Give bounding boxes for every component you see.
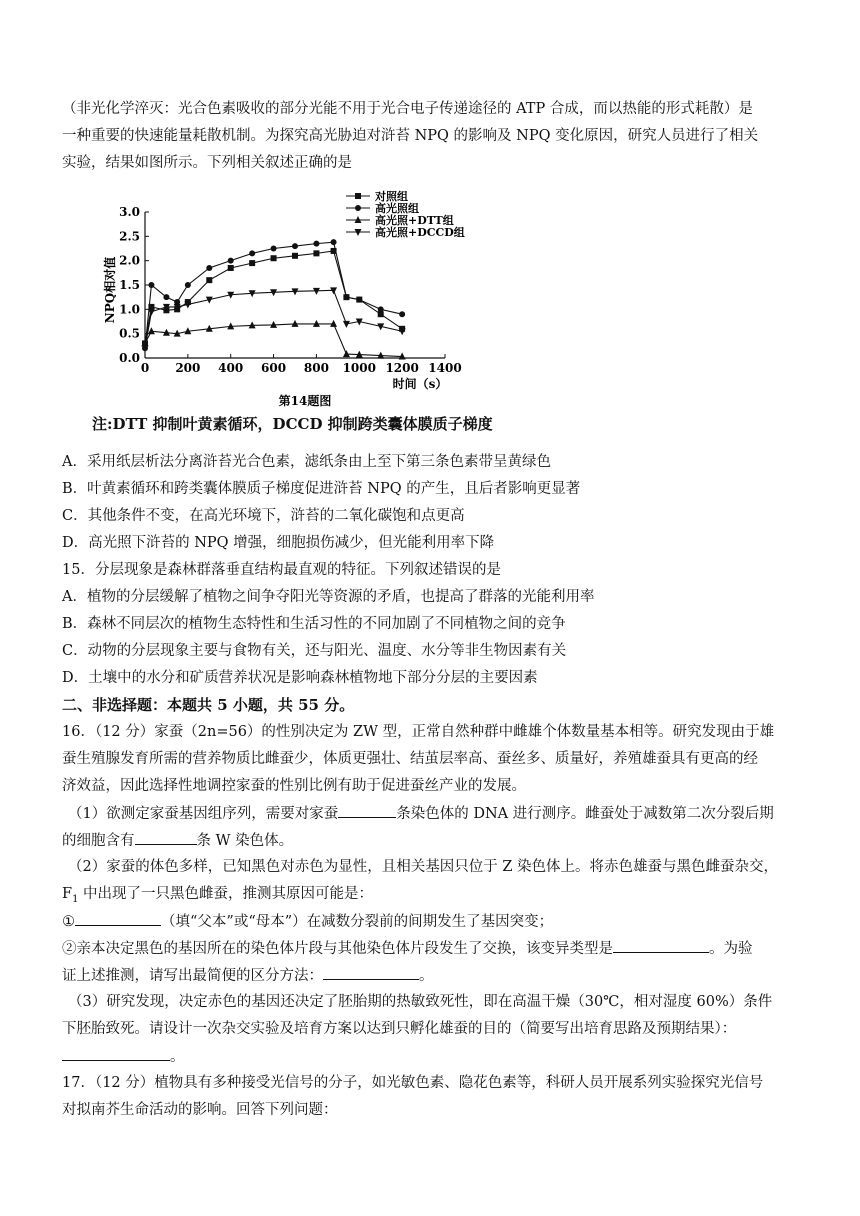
q16-part2-line-2	[62, 884, 802, 910]
q16-part1-line-1	[68, 803, 808, 824]
data-point	[292, 253, 298, 259]
y-tick-label: 0.5	[119, 326, 140, 341]
data-point	[343, 321, 350, 328]
f1-subscript: 1	[72, 893, 79, 905]
npq-line-chart	[90, 180, 510, 420]
y-tick-label: 0.0	[119, 351, 140, 365]
q16-stem-line-2: 蚕生殖腺发育所需的营养物质比雌蚕少，体质更强壮、结茧层率高、蚕丝多、质量好，养殖雄蚕具有更高的经	[62, 751, 758, 767]
section-heading: 二、非选择题：本题共 5 小题，共 55 分。	[62, 696, 355, 714]
data-point	[399, 311, 405, 317]
data-point	[206, 265, 212, 271]
answer-blank[interactable]	[75, 911, 161, 926]
f1-symbol: F	[62, 886, 73, 902]
data-point	[163, 294, 169, 300]
answer-blank[interactable]	[323, 965, 419, 980]
q16-part2-cause-1	[62, 911, 802, 932]
q16-part3-line-2: 下胚胎致死。请设计一次杂交实验及培育方案以达到只孵化雄蚕的目的（简要写出培育思路及预期结果）：	[62, 1021, 737, 1037]
x-tick-label: 600	[261, 361, 287, 375]
q16-part2-line-1: （2）家蚕的体色多样，已知黑色对赤色为显性，且相关基因只位于 Z 染色体上。将赤色雄蚕与黑色雌蚕杂交，	[68, 859, 779, 875]
verify-tail: 。	[419, 968, 434, 984]
y-tick-label: 3.0	[119, 205, 140, 219]
data-point	[249, 260, 255, 266]
data-point	[343, 294, 349, 300]
series-line	[145, 251, 402, 343]
intro-line-3: 实验，结果如图所示。下列相关叙述正确的是	[62, 155, 352, 171]
q16-part2-text: 中出现了一只黑色雌蚕，推测其原因可能是：	[78, 886, 374, 902]
series-line	[145, 324, 402, 357]
q16-part3-line-3	[62, 1046, 802, 1067]
q16-part1-text-d: 条 W 染色体。	[196, 833, 294, 849]
cause-2-tail: 。为验	[709, 941, 753, 957]
q16-part1-line-2	[62, 830, 802, 851]
y-tick-label: 1.5	[119, 278, 140, 292]
x-tick-label: 800	[303, 361, 329, 375]
q16-stem-line-1: 16．（12 分）家蚕（2n=56）的性别决定为 ZW 型，正常自然种群中雌雄个体数量基本相等。研究发现由于雄	[62, 724, 775, 740]
data-point	[206, 277, 212, 283]
intro-line-1: （非光化学淬灭：光合色素吸收的部分光能不用于光合电子传递途径的 ATP 合成，而以热能的形式耗散）是	[62, 101, 753, 117]
x-tick-label: 1000	[342, 361, 376, 375]
legend-label: 高光照+DTT组	[375, 214, 454, 227]
y-tick-label: 2.0	[119, 253, 140, 268]
legend-marker	[355, 193, 361, 199]
data-point	[271, 246, 277, 252]
data-point	[228, 258, 234, 264]
x-tick-label: 1400	[428, 361, 462, 375]
y-tick-label: 2.5	[119, 229, 140, 244]
chart-caption: 第14题图	[278, 394, 332, 408]
x-axis-label: 时间（s）	[392, 377, 448, 391]
data-point	[249, 250, 255, 256]
data-point	[185, 282, 191, 288]
legend-label: 对照组	[375, 190, 408, 203]
data-point	[343, 350, 350, 357]
data-point	[292, 243, 298, 249]
intro-line-2: 一种重要的快速能量耗散机制。为探究高光胁迫对浒苔 NPQ 的影响及 NPQ 变化原因，研究人员进行了相关	[62, 128, 759, 144]
data-point	[313, 250, 319, 256]
data-point	[271, 255, 277, 261]
q16-part2-cause-2	[62, 938, 802, 959]
cause-2-text: ②亲本决定黑色的基因所在的染色体片段与其他染色体片段发生了交换，该变异类型是	[62, 941, 613, 957]
x-tick-label: 200	[175, 361, 201, 375]
chart-note: 注:DTT 抑制叶黄素循环，DCCD 抑制跨类囊体膜质子梯度	[92, 415, 493, 433]
y-tick-label: 1.0	[119, 302, 140, 317]
q16-part1-text-c: 的细胞含有	[62, 833, 135, 849]
cause-1-text: （填“父本”或“母本”）在减数分裂前的间期发生了基因突变；	[161, 914, 554, 930]
q17-stem-line-1: 17．（12 分）植物具有多种接受光信号的分子，如光敏色素、隐花色素等，科研人员开展系列实验探究光信号	[62, 1075, 764, 1091]
x-tick-label: 400	[218, 361, 244, 375]
q14-option-d: D．高光照下浒苔的 NPQ 增强，细胞损伤减少，但光能利用率下降	[62, 535, 495, 551]
q16-part2-verify	[62, 965, 802, 986]
data-point	[378, 306, 384, 312]
answer-blank[interactable]	[62, 1046, 170, 1061]
x-tick-label: 0	[140, 361, 150, 375]
data-point	[331, 239, 337, 245]
q14-option-c: C．其他条件不变，在高光环境下，浒苔的二氧化碳饱和点更高	[62, 508, 465, 524]
part3-tail: 。	[170, 1049, 185, 1065]
q16-part1-text-b: 条染色体的 DNA 进行测序。雌蚕处于减数第二次分裂后期	[396, 806, 774, 822]
x-tick-label: 1200	[385, 361, 419, 375]
legend-label: 高光照+DCCD组	[375, 226, 465, 239]
q15-option-d: D．土壤中的水分和矿质营养状况是影响森林植物地下部分分层的主要因素	[62, 670, 538, 686]
answer-blank[interactable]	[135, 830, 197, 845]
q14-option-b: B．叶黄素循环和跨类囊体膜质子梯度促进浒苔 NPQ 的产生，且后者影响更显著	[62, 481, 581, 497]
q16-part1-text-a: （1）欲测定家蚕基因组序列，需要对家蚕	[68, 806, 339, 822]
q15-option-b: B．森林不同层次的植物生态特性和生活习性的不同加剧了不同植物之间的竞争	[62, 616, 566, 632]
q15-option-a: A．植物的分层缓解了植物之间争夺阳光等资源的矛盾，也提高了群落的光能利用率	[62, 589, 595, 605]
data-point	[356, 297, 362, 303]
legend-label: 高光照组	[375, 202, 419, 215]
data-point	[148, 282, 154, 288]
q16-stem-line-3: 济效益，因此选择性地调控家蚕的性别比例有助于促进蚕丝产业的发展。	[62, 778, 526, 794]
verify-text: 证上述推测，请写出最简便的区分方法：	[62, 968, 323, 984]
series-line	[145, 290, 402, 348]
answer-blank[interactable]	[338, 803, 396, 818]
q15-stem: 15．分层现象是森林群落垂直结构最直观的特征。下列叙述错误的是	[62, 562, 501, 578]
q16-part3-line-1: （3）研究发现，决定赤色的基因还决定了胚胎期的热敏致死性，即在高温干燥（30℃，相对湿度 60%）条件	[68, 994, 773, 1010]
data-point	[313, 241, 319, 247]
legend-marker	[355, 205, 361, 211]
circled-one: ①	[62, 914, 75, 930]
answer-blank[interactable]	[613, 938, 709, 953]
q15-option-c: C．动物的分层现象主要与食物有关，还与阳光、温度、水分等非生物因素有关	[62, 643, 567, 659]
q17-stem-line-2: 对拟南芥生命活动的影响。回答下列问题：	[62, 1102, 338, 1118]
y-axis-label: NPQ相对值	[103, 256, 117, 324]
q14-option-a: A．采用纸层析法分离浒苔光合色素，滤纸条由上至下第三条色素带呈黄绿色	[62, 454, 551, 470]
data-point	[228, 265, 234, 271]
